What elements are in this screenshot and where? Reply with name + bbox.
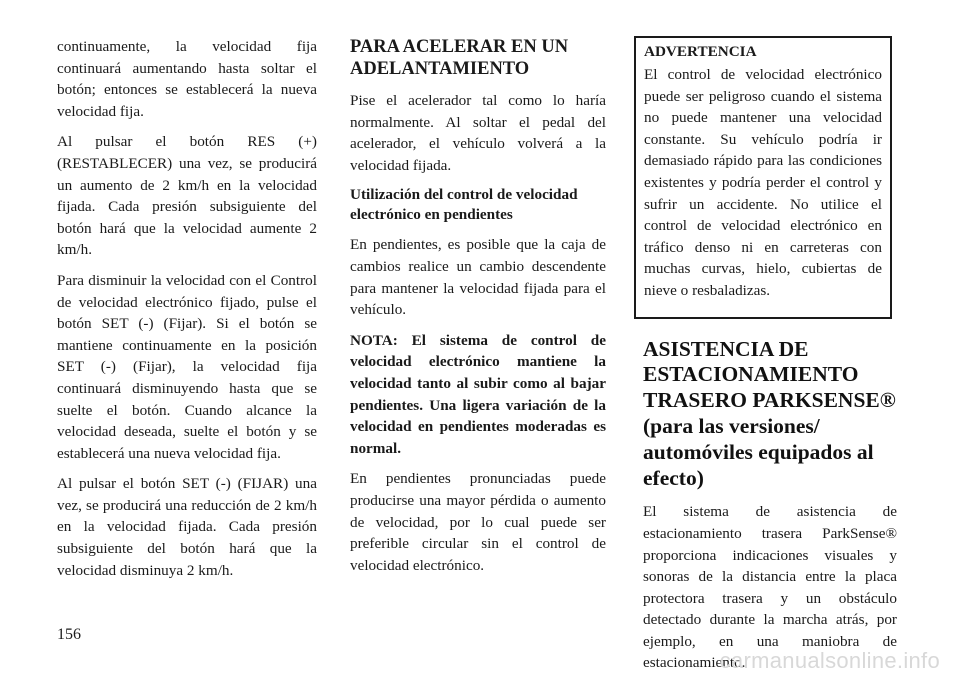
paragraph-res-button: Al pulsar el botón RES (+) (RESTABLECER) una vez, se producirá un aumento de 2 km/h en la velocidad fijada. Cada presión subsiguiente del botón hará que la velocidad aumente 2 km/h. [57, 133, 317, 259]
paragraph-slopes: En pendientes, es posible que la caja de cambios realice un cambio descendente para mantener la velocidad fijada para el vehículo. [350, 236, 606, 319]
right-column [643, 36, 897, 683]
watermark: carmanualsonline.info [719, 648, 940, 673]
paragraph-set-button: Al pulsar el botón SET (-) (FIJAR) una vez, se producirá una reducción de 2 km/h en la velocidad fijada. Cada presión subsiguiente del botón hará que la velocidad disminuya 2 km/h. [57, 475, 317, 579]
heading-accelerate: PARA ACELERAR EN UN ADELANTAMIENTO [350, 37, 569, 79]
paragraph-steep-slopes: En pendientes pronunciadas puede producirse una mayor pérdida o aumento de velocidad, por lo cual puede ser preferible circular sin el control de velocidad electrónico. [350, 470, 606, 574]
paragraph-decrease-speed: Para disminuir la velocidad con el Control de velocidad electrónico fijado, pulse el botón SET (-) (Fijar). Si el botón se mantiene continuamente en la posición SET (-) (Fijar), la velocidad fija continuará disminuyendo hasta que se suelte el botón. Cuando alcance la velocidad deseada, suelte el botón y se establecerá una nueva velocidad fija. [57, 271, 317, 462]
warning-text: El control de velocidad electrónico puede ser peligroso cuando el sistema no puede mantener una velocidad constante. Su vehículo podría ir demasiado rápido para las condiciones existentes y podría perder el control y sufrir un accidente. No utilice el control de velocidad electrónico en tráfico denso ni en carreteras con muchas curvas, hielo, cubiertas de nieve o resbaladizas. [644, 66, 882, 299]
heading-parksense: ASISTENCIA DE ESTACIONAMIENTO TRASERO PARKSENSE® (para las versiones/ automóviles equipados al efecto) [643, 336, 896, 490]
paragraph-parksense: El sistema de asistencia de estacionamiento trasera ParkSense® proporciona indicaciones visuales y sonoras de la distancia entre la placa protectora trasera y un obstáculo detectado durante la marcha atrás, por ejemplo, en una maniobra de estacionamiento. [643, 503, 897, 672]
subheading-slopes: Utilización del control de velocidad electrónico en pendientes [350, 186, 578, 224]
note-paragraph: NOTA: El sistema de control de velocidad electrónico mantiene la velocidad tanto al subir como al bajar pendientes. Una ligera variación de la velocidad en pendientes moderadas es normal. [350, 331, 606, 457]
paragraph-continuation: continuamente, la velocidad fija continuará aumentando hasta soltar el botón; entonces se establecerá la nueva velocidad fija. [57, 38, 317, 120]
warning-box [634, 36, 892, 319]
warning-title: ADVERTENCIA [644, 43, 757, 60]
page-number: 156 [57, 626, 81, 643]
paragraph-accelerator: Pise el acelerador tal como lo haría normalmente. Al soltar el pedal del acelerador, el vehículo volverá a la velocidad fijada. [350, 92, 606, 174]
middle-column [350, 36, 606, 585]
left-column [57, 36, 317, 590]
